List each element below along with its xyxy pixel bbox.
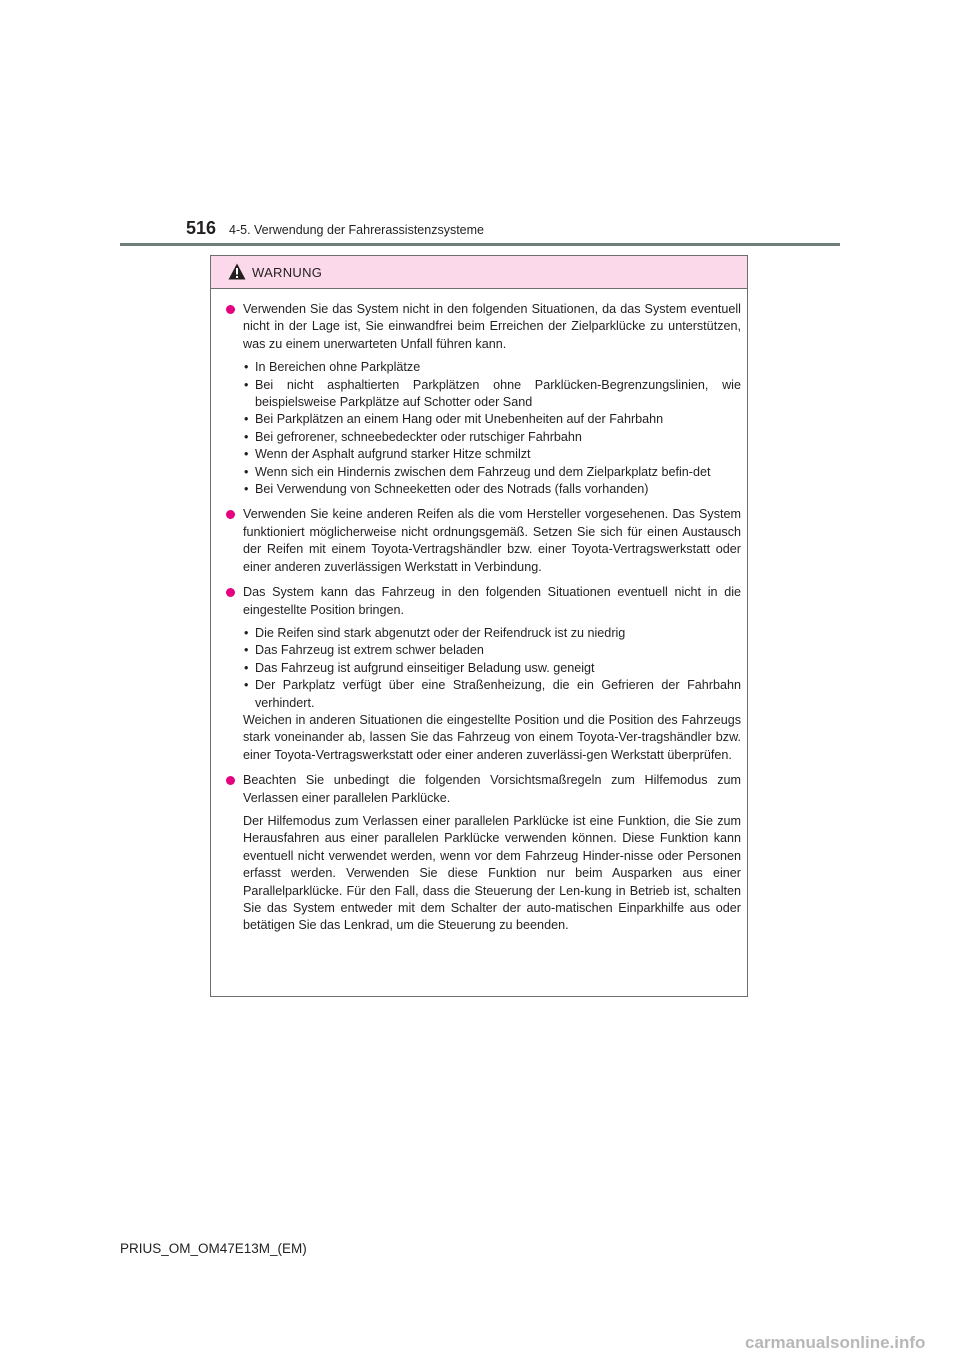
list-item: • Bei nicht asphaltierten Parkplätzen ohne Parklücken-Begrenzungslinien, wie beispielsweise Parkplätze auf Schotter oder Sand [243,377,741,412]
bullet-dot-icon [226,510,235,519]
section-title: 4-5. Verwendung der Fahrerassistenzsysteme [229,223,484,237]
warning-title: WARNUNG [252,265,323,280]
list-item: • Wenn sich ein Hindernis zwischen dem Fahrzeug und dem Zielparkplatz befin-det [243,464,741,481]
list-item: • Der Parkplatz verfügt über eine Straßenheizung, die ein Gefrieren der Fahrbahn verhindert. [243,677,741,712]
document-code: PRIUS_OM_OM47E13M_(EM) [120,1241,307,1256]
list-item: • Bei Verwendung von Schneeketten oder des Notrads (falls vorhanden) [243,481,741,498]
warning-entry [225,301,741,498]
list-item: • Das Fahrzeug ist aufgrund einseitiger Beladung usw. geneigt [243,660,741,677]
watermark: carmanualsonline.info [745,1333,926,1352]
entry-text: Verwenden Sie keine anderen Reifen als die vom Hersteller vorgesehenen. Das System funktioniert möglicherweise nicht ordnungsgemäß. Setzen Sie sich für einen Austausch der Reifen mit einem Toyota-Vertragshändler bzw. einer Toyota-Vertragswerkstatt oder einer anderen zuverlässigen Werkstatt in Verbindung. [243,507,741,574]
bullet-dot-icon [226,588,235,597]
bullet-dot-icon [226,776,235,785]
condition-list [243,625,741,712]
warning-box [210,255,748,997]
list-item: • Die Reifen sind stark abgenutzt oder der Reifendruck ist zu niedrig [243,625,741,642]
warning-triangle-icon [228,263,246,280]
entry-text: Das System kann das Fahrzeug in den folgenden Situationen eventuell nicht in die eingestellte Position bringen. [243,585,741,617]
condition-list [243,359,741,498]
header-divider [120,243,840,246]
entry-followup-text: Weichen in anderen Situationen die eingestellte Position und die Position des Fahrzeugs stark voneinander ab, lassen Sie das Fahrzeug von einem Toyota-Ver-tragshändler bzw. einer Toyota-Vertragswerkstatt oder einer anderen zuverlässi-gen Werkstatt überprüfen. [243,712,741,762]
list-item: • In Bereichen ohne Parkplätze [243,359,741,376]
list-item: • Das Fahrzeug ist extrem schwer beladen [243,642,741,659]
warning-body [211,289,747,935]
warning-entry [225,584,741,764]
warning-entry [225,772,741,935]
warning-entry [225,506,741,576]
list-item: • Bei gefrorener, schneebedeckter oder rutschiger Fahrbahn [243,429,741,446]
entry-text: Beachten Sie unbedingt die folgenden Vorsichtsmaßregeln zum Hilfemodus zum Verlassen einer parallelen Parklücke. [243,773,741,805]
list-item: • Bei Parkplätzen an einem Hang oder mit Unebenheiten auf der Fahrbahn [243,411,741,428]
page-number: 516 [186,218,217,238]
entry-text: Verwenden Sie das System nicht in den folgenden Situationen, da das System eventuell nicht in der Lage ist, Sie einwandfrei beim Erreichen der Zielparklücke zu unterstützen, was zu einem unerwarteten Unfall führen kann. [243,302,741,351]
entry-followup-text: Der Hilfemodus zum Verlassen einer parallelen Parklücke ist eine Funktion, die Sie zum Herausfahren aus einer parallelen Parklücke verwenden können. Diese Funktion kann eventuell nicht verwendet werden, wenn vor dem Fahrzeug Hinder-nisse oder Personen erfasst werden. Verwenden Sie diese Funktion nur beim Ausparken aus einer Parallelparklücke. Für den Fall, dass die Steuerung der Len-kung in Betrieb ist, schalten Sie das System entweder mit dem Schalter der auto-matischen Einparkhilfe aus oder betätigen Sie das Lenkrad, um die Steuerung zu beenden. [243,813,741,933]
list-item: • Wenn der Asphalt aufgrund starker Hitze schmilzt [243,446,741,463]
warning-header [211,256,747,289]
bullet-dot-icon [226,305,235,314]
